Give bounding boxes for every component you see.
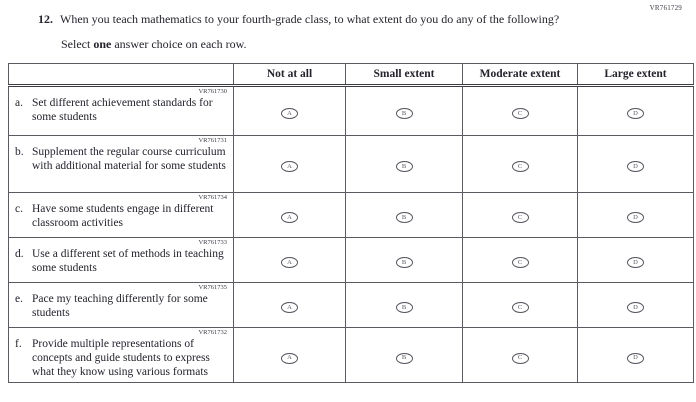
table-row [9,135,694,192]
answer-bubble[interactable]: A [281,212,298,223]
row-stem-cell [9,192,234,237]
row-code: VR761731 [198,136,227,144]
answer-cell [463,237,578,282]
row-letter: f. [15,338,22,351]
answer-bubble[interactable]: C [512,108,529,119]
answer-cell [463,282,578,327]
row-code: VR761730 [198,87,227,95]
answer-cell [234,327,346,383]
column-header: Moderate extent [463,63,578,85]
answer-bubble[interactable]: A [281,161,298,172]
row-code: VR761733 [198,238,227,246]
column-header: Large extent [578,63,694,85]
answer-bubble[interactable]: C [512,257,529,268]
answer-cell [578,85,694,135]
answer-bubble[interactable]: D [627,161,644,172]
answer-bubble[interactable]: C [512,302,529,313]
row-stem-cell [9,135,234,192]
answer-bubble[interactable]: D [627,302,644,313]
question-text: When you teach mathematics to your fourth-grade class, to what extent do you do any of the following? [60,12,560,26]
answer-cell [463,85,578,135]
answer-bubble[interactable]: B [396,108,413,119]
row-stem-cell [9,327,234,383]
instruction-line [61,37,696,52]
answer-grid [8,63,694,384]
answer-cell [234,192,346,237]
row-stem [15,144,228,173]
answer-cell [234,135,346,192]
answer-cell [578,237,694,282]
answer-bubble[interactable]: C [512,212,529,223]
row-text: Set different achievement standards for some students [32,97,213,124]
row-letter: e. [15,293,23,306]
row-stem [15,246,228,275]
answer-cell [578,192,694,237]
answer-bubble[interactable]: D [627,353,644,364]
header-row [9,63,694,85]
row-letter: a. [15,97,23,110]
instruction-prefix: Select [61,36,94,51]
answer-bubble[interactable]: B [396,257,413,268]
table-row [9,85,694,135]
answer-cell [346,327,463,383]
row-stem [15,201,228,230]
answer-bubble[interactable]: B [396,353,413,364]
answer-cell [346,135,463,192]
answer-bubble[interactable]: A [281,302,298,313]
row-letter: b. [15,146,24,159]
row-stem [15,336,228,379]
answer-cell [578,327,694,383]
row-code: VR761734 [198,193,227,201]
row-text: Provide multiple representations of concepts and guide students to express what they know using various formats [32,338,210,379]
answer-cell [463,192,578,237]
row-code: VR761735 [198,283,227,291]
answer-bubble[interactable]: C [512,353,529,364]
answer-cell [578,282,694,327]
answer-cell [346,85,463,135]
answer-cell [463,135,578,192]
stem-header-empty [9,63,234,85]
answer-grid-body [9,85,694,383]
answer-bubble[interactable]: B [396,161,413,172]
row-stem [15,291,228,320]
row-letter: d. [15,248,24,261]
instruction-bold-word: one [93,36,112,51]
instruction-suffix: answer choice on each row. [111,36,247,51]
answer-bubble[interactable]: D [627,108,644,119]
answer-cell [578,135,694,192]
answer-cell [463,327,578,383]
row-stem [15,95,228,124]
answer-bubble[interactable]: B [396,212,413,223]
answer-cell [346,237,463,282]
answer-bubble[interactable]: D [627,212,644,223]
question-number: 12. [38,12,53,26]
answer-cell [234,237,346,282]
row-letter: c. [15,203,23,216]
answer-bubble[interactable]: A [281,108,298,119]
table-row [9,282,694,327]
answer-bubble[interactable]: B [396,302,413,313]
row-stem-cell [9,282,234,327]
answer-cell [346,192,463,237]
answer-cell [234,85,346,135]
answer-bubble[interactable]: A [281,257,298,268]
table-row [9,327,694,383]
table-row [9,192,694,237]
form-code: VR761729 [649,4,682,12]
answer-cell [346,282,463,327]
row-stem-cell [9,85,234,135]
answer-bubble[interactable]: D [627,257,644,268]
column-header: Small extent [346,63,463,85]
answer-bubble[interactable]: A [281,353,298,364]
question-12 [0,0,696,28]
row-text: Use a different set of methods in teaching some students [32,248,224,275]
table-row [9,237,694,282]
row-stem-cell [9,237,234,282]
row-code: VR761732 [198,328,227,336]
answer-bubble[interactable]: C [512,161,529,172]
row-text: Pace my teaching differently for some students [32,293,208,320]
row-text: Have some students engage in different classroom activities [32,203,214,230]
column-header: Not at all [234,63,346,85]
answer-cell [234,282,346,327]
row-text: Supplement the regular course curriculum with additional material for some students [32,146,226,173]
